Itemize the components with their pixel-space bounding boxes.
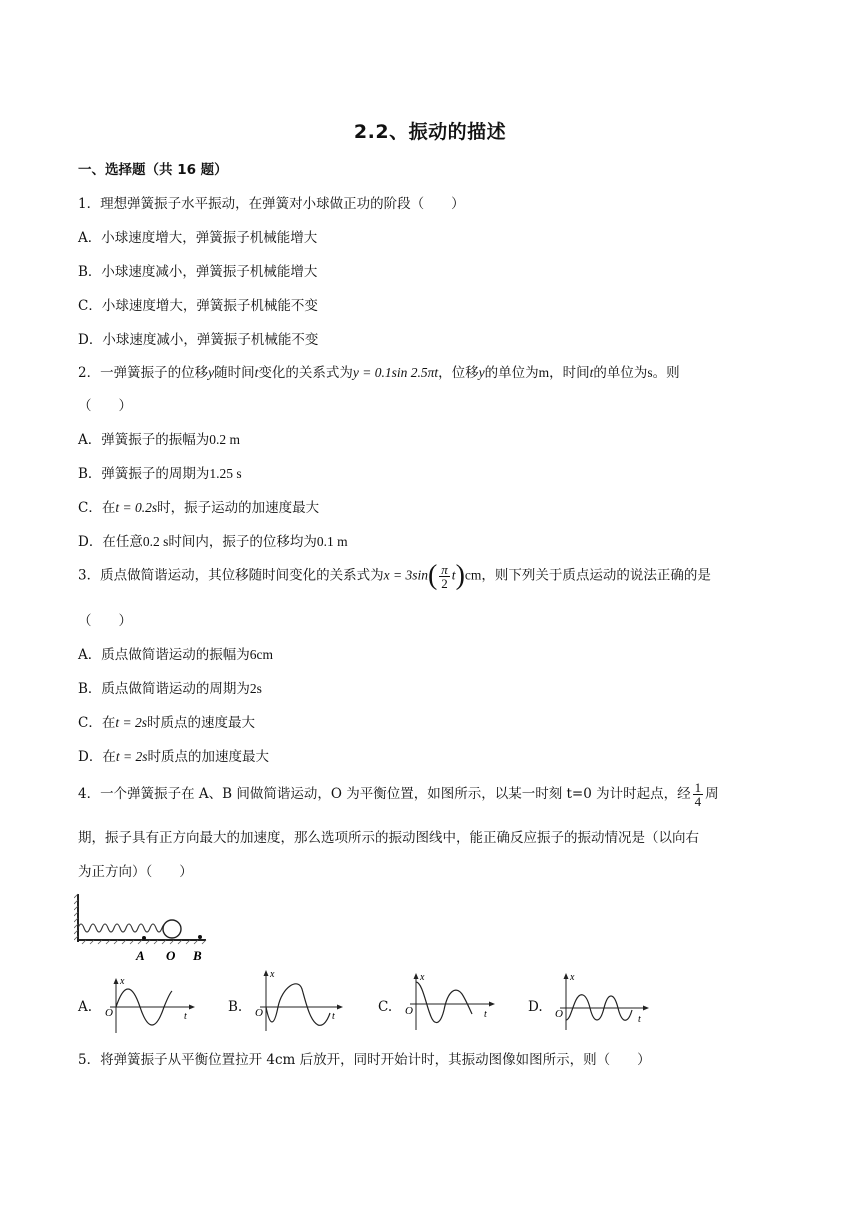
q2-stem [78,361,680,381]
q2-d-value-2: 0.1 m [316,534,348,549]
q1-option-c[interactable]: C．小球速度增大，弹簧振子机械能不变 [78,298,318,314]
q2-bracket: （ ） [78,398,132,414]
graph-c-origin: O [405,1005,413,1017]
q3-frac-num: π [441,561,448,577]
q2-text-7: 的单位为 [593,365,648,381]
q2-var-t2: t [589,365,594,380]
q3-b-value: 2s [249,681,262,696]
q1-stem: 1．理想弹簧振子水平振动，在弹簧对小球做正功的阶段（ ） [78,196,465,212]
q3-c-text-2: 时质点的速度最大 [146,715,255,731]
q3-eq-pre: x = 3sin [383,567,428,583]
q3-d-text-2: 时质点的加速度最大 [147,749,269,765]
q3-option-c[interactable] [78,711,255,731]
graph-a-x-label: t [184,1011,187,1022]
section-heading: 一、选择题（共 16 题） [78,162,228,178]
q4-text-1: 4．一个弹簧振子在 A、B 间做简谐运动，O 为平衡位置，如图所示，以某一时刻 t=0 为计时起点，经 [78,786,691,802]
q2-var-t: t [254,365,259,380]
q3-paren-left: ( [427,560,438,591]
q2-text-4: ，位移 [438,365,479,381]
q1-option-b[interactable]: B．小球速度减小，弹簧振子机械能增大 [78,264,318,280]
q2-d-text: D．在任意 [78,534,143,550]
q3-frac-den: 2 [441,575,448,591]
q4-stem-line-1 [78,781,719,808]
graph-b-origin: O [255,1007,263,1019]
q3-c-text: C．在 [78,715,116,731]
q2-text-2: 随时间 [214,365,255,381]
q2-text-3: 变化的关系式为 [258,365,353,381]
graph-b-x-label: t [332,1011,335,1022]
q4-graph-a[interactable] [100,975,196,1035]
q3-d-text: D．在 [78,749,116,765]
q2-a-text: A．弹簧振子的振幅为 [78,432,210,448]
graph-c-x-label: t [484,1009,487,1020]
q4-frac-den: 4 [694,794,702,809]
q3-stem [78,560,711,592]
q2-var-y2: y [478,365,485,380]
q2-text-8: 。则 [652,365,680,381]
q3-option-a[interactable] [78,643,273,663]
q3-b-text: B．质点做简谐运动的周期为 [78,681,250,697]
q2-text-5: 的单位为 [484,365,539,381]
q2-unit-m: m [538,365,550,380]
q2-d-text-2: 时间内，振子的位移均为 [168,534,317,550]
q4-stem-line-2: 期，振子具有正方向最大的加速度，那么选项所示的振动图线中，能正确反应振子的振动情况是（以向右 [78,830,699,846]
q2-c-value: t = 0.2s [115,500,158,515]
q4-frac-num: 1 [694,780,702,795]
q4-option-d-label[interactable]: D. [528,999,543,1015]
graph-d-x-label: t [638,1014,641,1025]
q4-text-1b: 周 [705,786,719,802]
graph-d-origin: O [555,1008,563,1020]
spring-oscillator-figure [74,892,214,964]
graph-a-y-label: x [120,976,125,987]
q2-option-b[interactable] [78,462,242,482]
q3-option-b[interactable] [78,677,262,697]
q3-eq-t: t [451,567,456,583]
q1-option-a[interactable]: A．小球速度增大，弹簧振子机械能增大 [78,230,318,246]
label-b: B [193,948,202,963]
q3-a-value: 6cm [249,647,273,662]
q2-equation: y = 0.1sin 2.5πt [352,365,439,380]
label-o: O [166,948,176,963]
label-a: A [136,948,145,963]
q4-option-c-label[interactable]: C. [378,999,393,1015]
q2-option-c[interactable] [78,496,319,516]
page-title: 2.2、振动的描述 [353,121,507,143]
q2-b-value: 1.25 s [209,466,242,481]
q3-c-value: t = 2s [115,715,147,730]
q3-bracket: （ ） [78,613,132,629]
q2-var-y: y [208,365,215,380]
graph-c-y-label: x [420,972,425,983]
q4-option-a-label[interactable]: A. [78,999,93,1015]
graph-d-y-label: x [570,972,575,983]
q3-unit: cm [464,567,482,583]
q2-d-value: 0.2 s [142,534,169,549]
q3-d-value: t = 2s [115,749,148,764]
q4-fraction [693,781,704,808]
q2-unit-s: s [647,365,653,380]
q4-option-b-label[interactable]: B. [228,999,243,1015]
q5-stem: 5．将弹簧振子从平衡位置拉开 4cm 后放开，同时开始计时，其振动图像如图所示，则（ ） [78,1052,651,1068]
q2-text-1: 2．一弹簧振子的位移 [78,365,209,381]
q2-option-d[interactable] [78,530,348,550]
q2-text-6: ，时间 [549,365,590,381]
q3-text-2: ，则下列关于质点运动的说法正确的是 [481,567,711,584]
q2-c-text-2: 时，振子运动的加速度最大 [157,500,320,516]
q2-a-value: 0.2 m [209,432,241,447]
q4-stem-line-3: 为正方向）（ ） [78,864,193,880]
q2-option-a[interactable] [78,428,240,448]
q1-option-d[interactable]: D．小球速度减小，弹簧振子机械能不变 [78,332,319,348]
graph-b-y-label: x [270,969,275,980]
q2-c-text: C．在 [78,500,116,516]
q3-paren-right: ) [455,560,465,591]
q3-fraction [439,563,450,590]
q3-option-d[interactable] [78,745,269,765]
q4-graph-c[interactable] [400,970,496,1034]
graph-a-origin: O [105,1007,113,1019]
q4-graph-d[interactable] [550,970,650,1034]
q3-a-text: A．质点做简谐运动的振幅为 [78,647,250,663]
q2-b-text: B．弹簧振子的周期为 [78,466,210,482]
q3-text-1: 3．质点做简谐运动，其位移随时间变化的关系式为 [78,567,384,584]
q4-graph-b[interactable] [250,967,346,1035]
